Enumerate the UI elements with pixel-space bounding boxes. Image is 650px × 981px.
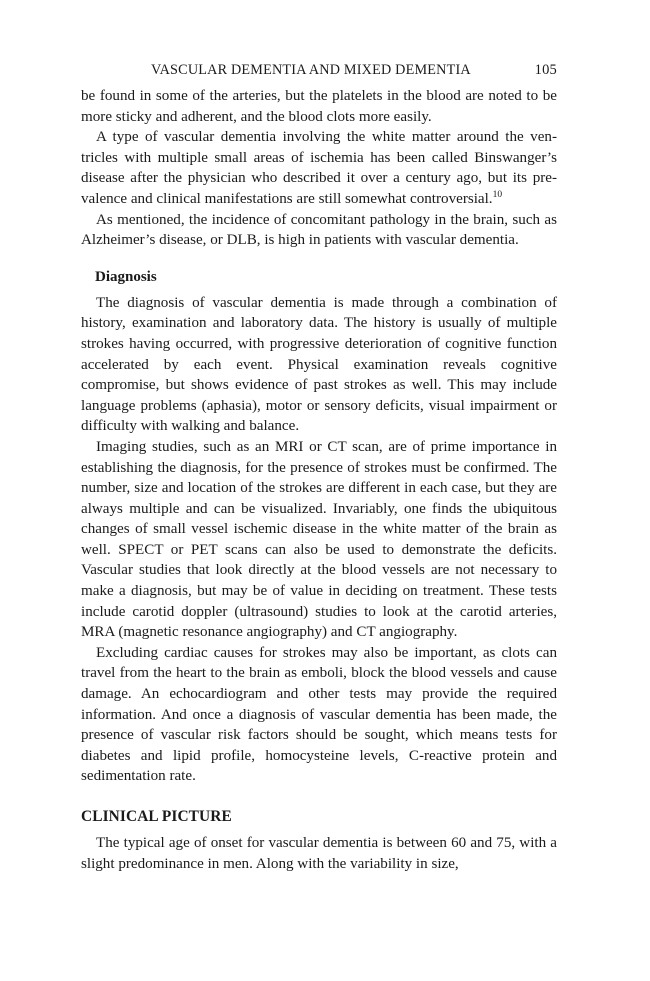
paragraph: As mentioned, the incidence of concomitant pathology in the brain, such as Alzheimer’s disease, or DLB, is high in patients with vascular dementia. <box>81 211 557 249</box>
paragraph-text: A type of vascular dementia involving the white matter around the ventricles with multiple small areas of ischemia has been called Binswanger’s disease after the physician who described it over a century ago, but its prevalence and clinical manifestations are still somewhat controversial. <box>81 129 557 207</box>
paragraph: Imaging studies, such as an MRI or CT scan, are of prime importance in establishing the diagnosis, for the presence of strokes must be confirmed. The number, size and location of the strokes are different in each case, but they are always multiple and can be visualized. Invariably, one finds the ubiquitous changes of small vessel ischemic disease in the white matter of the brain as well. SPECT or PET scans can also be used to demonstrate the deficits. Vascular studies that look directly at the blood vessels are not necessary to make a diagnosis, but may be of value in deciding on treatment. These tests include carotid doppler (ultrasound) studies to look at the carotid arteries, MRA (magnetic resonance angiography) and CT angiography. <box>81 438 557 641</box>
running-header <box>151 62 557 86</box>
paragraph <box>81 127 557 209</box>
paragraph: The diagnosis of vascular dementia is made through a combination of history, examination and laboratory data. The history is usually of multiple strokes having occurred, with progressive deterioration of cognitive function accelerated by each event. Physical examination reveals cognitive compromise, but shows evidence of past strokes as well. This may include language problems (aphasia), motor or sensory deficits, visual impairment or difficulty with walking and balance. <box>81 294 557 435</box>
paragraph: The typical age of onset for vascular dementia is between 60 and 75, with a slight predominance in men. Along with the variability in size, <box>81 835 557 872</box>
book-page <box>81 62 557 874</box>
page-number: 105 <box>534 62 557 78</box>
body-text <box>81 86 557 874</box>
running-title: VASCULAR DEMENTIA AND MIXED DEMENTIA <box>151 62 471 78</box>
paragraph: Excluding cardiac causes for strokes may also be important, as clots can travel from the heart to the brain as emboli, block the blood vessels and cause damage. An echocardiogram and other tests may provide the required information. And once a diagnosis of vascular dementia has been made, the presence of vascular risk factors should be sought, which means tests for diabetes and lipid profile, homocysteine levels, C-reactive protein and sedimentation rate. <box>81 644 557 785</box>
footnote-reference: 10 <box>492 189 503 200</box>
section-heading: CLINICAL PICTURE <box>81 808 232 825</box>
subsection-heading: Diagnosis <box>95 268 157 285</box>
paragraph: be found in some of the arteries, but the platelets in the blood are noted to be more sticky and adherent, and the blood clots more easily. <box>81 88 557 125</box>
